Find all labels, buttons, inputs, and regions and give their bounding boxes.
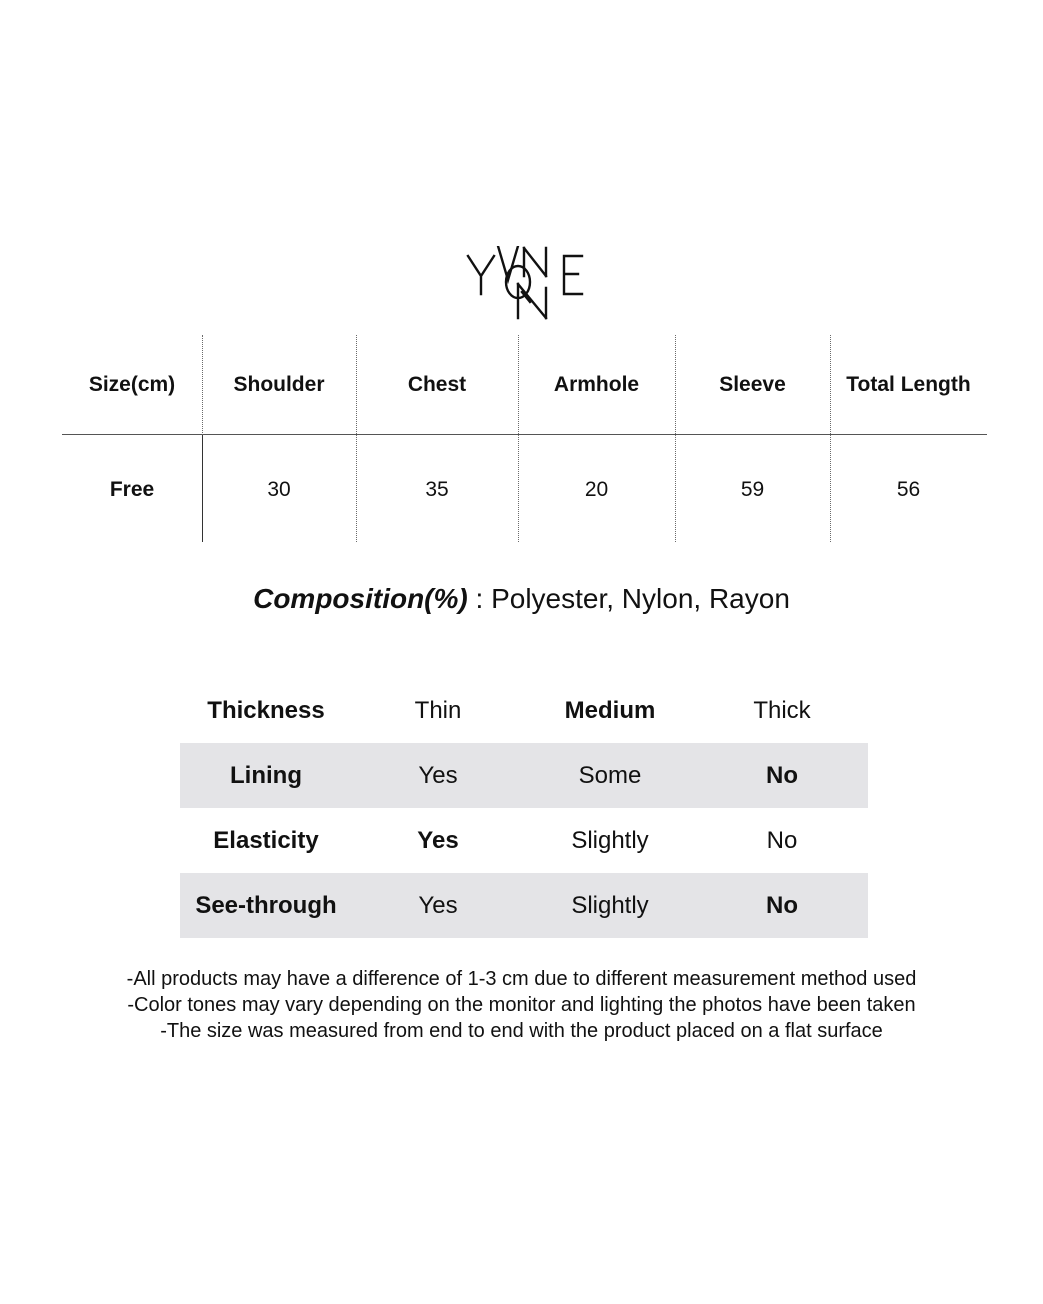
size-table-header-divider (62, 434, 987, 435)
size-header-sleeve: Sleeve (719, 373, 786, 396)
size-header-chest: Chest (407, 373, 467, 396)
property-option-selected: No (766, 891, 798, 919)
measurement-notes (0, 966, 1043, 1044)
property-option-selected: No (766, 761, 798, 789)
size-header-size: Size(cm) (88, 373, 176, 396)
size-value-armhole: 20 (584, 478, 609, 501)
property-option: No (766, 826, 798, 854)
column-divider (202, 335, 203, 435)
property-name: Lining (230, 761, 302, 789)
fabric-properties-table (180, 678, 868, 938)
note-line: -The size was measured from end to end with the product placed on a flat surface (160, 1020, 883, 1042)
property-row-thickness (180, 678, 868, 743)
size-value-shoulder: 30 (267, 478, 291, 501)
property-name: Thickness (207, 696, 325, 724)
column-divider (675, 335, 676, 542)
property-option: Slightly (571, 826, 649, 854)
property-option: Slightly (571, 891, 649, 919)
property-option-selected: Medium (564, 696, 656, 724)
column-divider-solid (202, 435, 203, 542)
composition-line (0, 578, 1043, 620)
property-row-elasticity (180, 808, 868, 873)
size-value-size: Free (109, 478, 155, 501)
size-value-sleeve: 59 (740, 478, 765, 501)
property-row-lining (180, 743, 868, 808)
size-header-total-length: Total Length (846, 373, 971, 396)
composition-separator: : (467, 583, 492, 614)
property-name: See-through (195, 891, 337, 919)
note-line: -All products may have a difference of 1-3 cm due to different measurement method used (126, 968, 917, 990)
composition-value: Polyester, Nylon, Rayon (491, 583, 790, 614)
column-divider (356, 335, 357, 542)
property-row-see-through (180, 873, 868, 938)
property-option: Thick (753, 696, 811, 724)
property-option: Yes (418, 761, 458, 789)
note-line: -Color tones may vary depending on the monitor and lighting the photos have been taken (127, 994, 916, 1016)
property-option: Thin (414, 696, 462, 724)
brand-logo (462, 246, 586, 320)
size-table (62, 335, 987, 542)
property-option-selected: Yes (417, 826, 459, 854)
composition-label: Composition(%) (253, 583, 468, 614)
size-header-shoulder: Shoulder (233, 373, 325, 396)
column-divider (830, 335, 831, 542)
column-divider (518, 335, 519, 542)
property-option: Some (578, 761, 642, 789)
size-value-total-length: 56 (896, 478, 921, 501)
brand-logo-mark (462, 246, 586, 320)
size-header-armhole: Armhole (553, 373, 640, 396)
property-name: Elasticity (213, 826, 319, 854)
size-value-chest: 35 (425, 478, 449, 501)
property-option: Yes (418, 891, 458, 919)
